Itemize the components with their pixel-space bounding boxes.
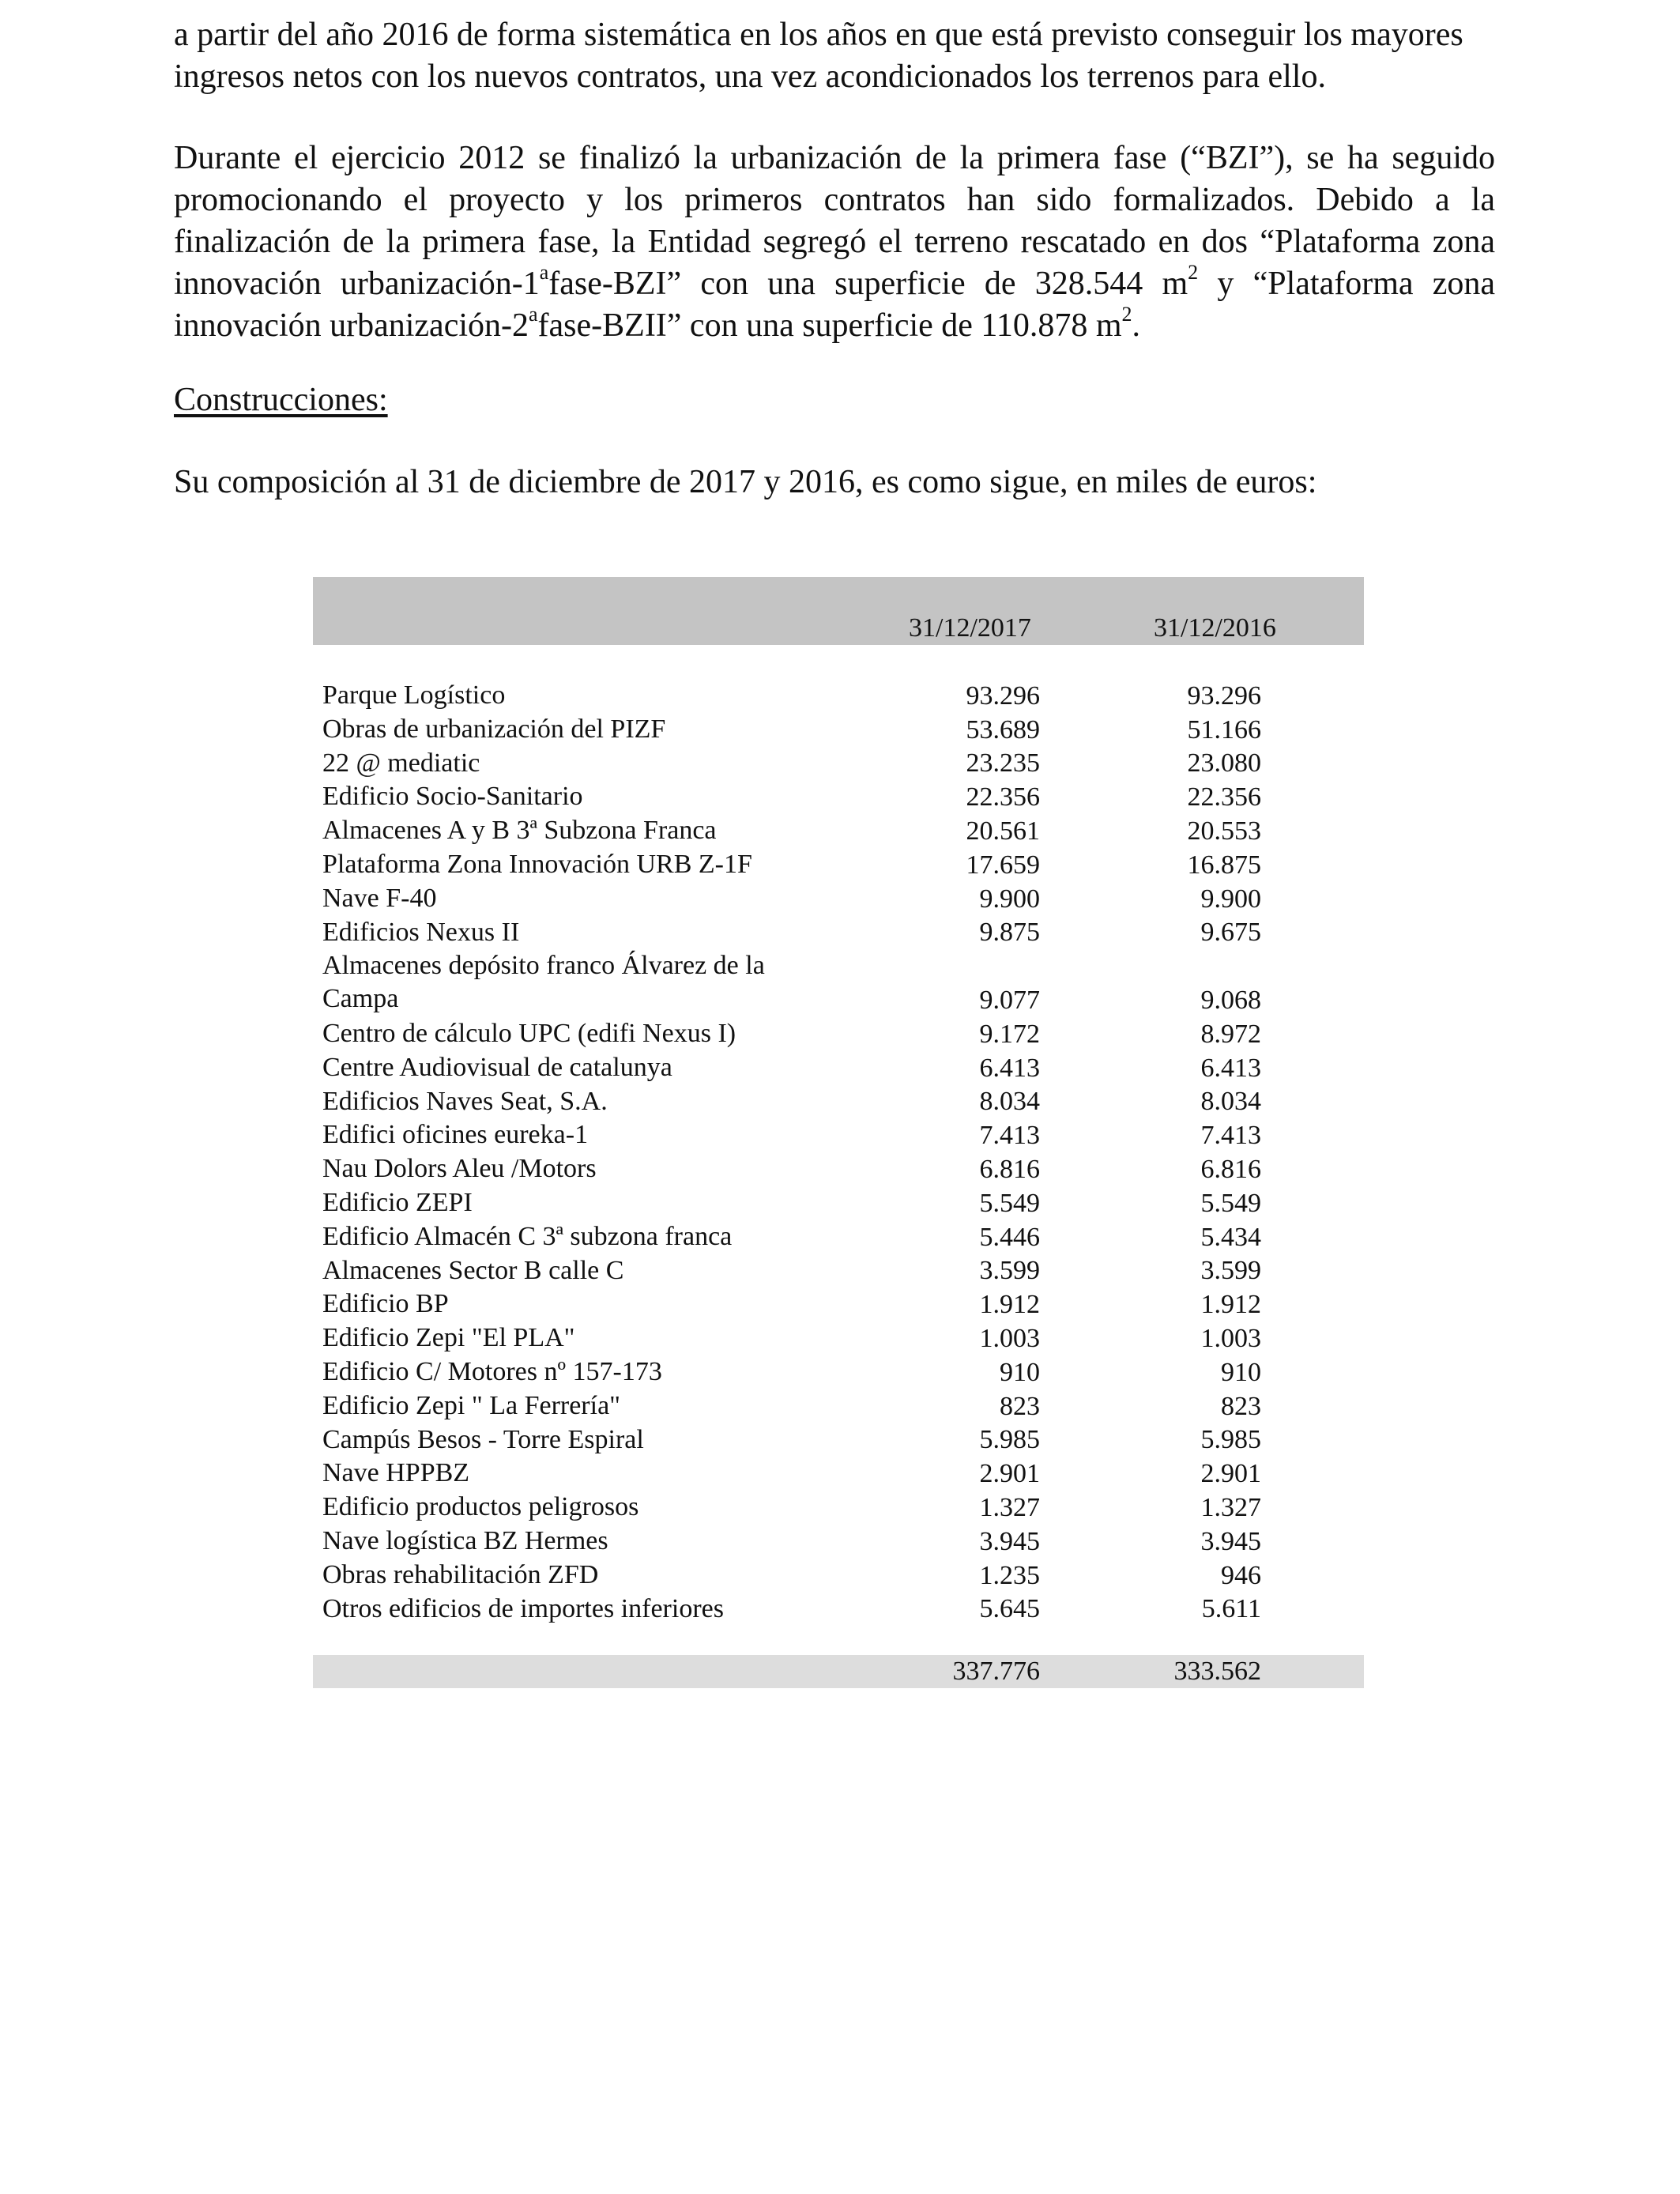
row-label: Edificio Almacén C 3ª subzona franca: [322, 1221, 733, 1251]
row-value-2016: 8.034: [1200, 1087, 1261, 1117]
table-row: [313, 1017, 1364, 1051]
paragraph-text: .: [1132, 307, 1141, 344]
table-row: [313, 1287, 1364, 1321]
row-label: Almacenes depósito franco Álvarez de la Campa: [322, 951, 765, 1014]
row-value-2017: 910: [1000, 1357, 1040, 1387]
row-value-2016: 5.611: [1201, 1594, 1261, 1624]
row-value-2017: 5.549: [979, 1188, 1040, 1218]
row-value-2017: 9.172: [979, 1019, 1040, 1049]
table-row: [313, 814, 1364, 848]
row-value-2017: 1.327: [979, 1492, 1040, 1522]
paragraph-text: fase-BZII” con una superficie de 110.878 m: [537, 307, 1122, 344]
row-value-2016: 6.816: [1200, 1154, 1261, 1184]
row-label: Almacenes Sector B calle C: [322, 1255, 624, 1285]
row-value-2016: 23.080: [1187, 748, 1261, 778]
row-label: Nave logística BZ Hermes: [322, 1525, 608, 1555]
row-value-2016: 7.413: [1200, 1121, 1261, 1151]
row-label: Obras de urbanización del PIZF: [322, 714, 666, 744]
table-row: [313, 949, 1364, 1017]
table-row: [313, 1559, 1364, 1593]
row-label: Centre Audiovisual de catalunya: [322, 1052, 672, 1082]
row-value-2017: 1.912: [979, 1290, 1040, 1320]
paragraph-text: y “Plataforma zona innovación urbanización-2: [174, 266, 1495, 344]
row-value-2016: 9.068: [1200, 985, 1261, 1015]
row-value-2016: 823: [1221, 1391, 1261, 1421]
row-value-2016: 946: [1221, 1560, 1261, 1590]
row-label: Edifici oficines eureka-1: [322, 1120, 589, 1150]
row-value-2017: 8.034: [979, 1087, 1040, 1117]
row-label: 22 @ mediatic: [322, 748, 480, 778]
table-row: [313, 1457, 1364, 1491]
table-row: [313, 1423, 1364, 1457]
row-label: Parque Logístico: [322, 680, 506, 710]
paragraph-bzi-urbanization: [174, 138, 1495, 347]
row-label: Otros edificios de importes inferiores: [322, 1593, 724, 1623]
row-value-2016: 3.599: [1200, 1256, 1261, 1286]
row-value-2017: 6.816: [979, 1154, 1040, 1184]
table-row: [313, 1186, 1364, 1220]
row-value-2017: 3.945: [979, 1526, 1040, 1556]
superscript: a: [539, 261, 549, 284]
row-value-2017: 53.689: [966, 714, 1040, 745]
row-value-2016: 5.985: [1200, 1425, 1261, 1455]
table-row: [313, 1593, 1364, 1627]
row-value-2017: 7.413: [979, 1121, 1040, 1151]
row-label: Almacenes A y B 3ª Subzona Franca: [322, 816, 717, 846]
total-2016: 333.562: [1173, 1657, 1261, 1686]
row-value-2017: 9.077: [979, 985, 1040, 1015]
row-value-2017: 5.985: [979, 1425, 1040, 1455]
row-label: Centro de cálculo UPC (edifi Nexus I): [322, 1018, 736, 1048]
table-row: [313, 848, 1364, 882]
row-value-2016: 9.675: [1200, 918, 1261, 948]
table-row: [313, 747, 1364, 781]
row-value-2016: 20.553: [1187, 816, 1261, 846]
row-value-2016: 3.945: [1200, 1526, 1261, 1556]
row-value-2017: 2.901: [979, 1459, 1040, 1489]
row-value-2016: 1.003: [1200, 1323, 1261, 1353]
paragraph-text: fase-BZI” con una superficie de 328.544 m: [548, 266, 1188, 302]
row-label: Edificio Zepi " La Ferrería": [322, 1390, 621, 1420]
row-value-2017: 823: [1000, 1391, 1040, 1421]
table-row: [313, 1254, 1364, 1288]
row-value-2016: 16.875: [1187, 850, 1261, 880]
table-row: [313, 1355, 1364, 1389]
table-row: [313, 1085, 1364, 1119]
row-label: Nau Dolors Aleu /Motors: [322, 1154, 597, 1184]
row-value-2017: 23.235: [966, 748, 1040, 778]
row-label: Plataforma Zona Innovación URB Z-1F: [322, 849, 752, 879]
row-value-2016: 910: [1221, 1357, 1261, 1387]
row-value-2017: 1.235: [979, 1560, 1040, 1590]
table-row: [313, 1491, 1364, 1525]
column-header-2016: 31/12/2016: [1154, 613, 1276, 643]
row-value-2016: 6.413: [1200, 1053, 1261, 1083]
superscript: 2: [1121, 303, 1132, 326]
row-value-2017: 5.446: [979, 1222, 1040, 1252]
row-value-2016: 93.296: [1187, 680, 1261, 711]
row-value-2016: 22.356: [1187, 782, 1261, 812]
row-value-2017: 17.659: [966, 850, 1040, 880]
row-label: Edificio C/ Motores nº 157-173: [322, 1356, 662, 1386]
table-row: [313, 1152, 1364, 1186]
table-header: [313, 577, 1364, 645]
column-header-2017: 31/12/2017: [909, 613, 1031, 643]
table-row: [313, 1321, 1364, 1355]
row-label: Nave HPPBZ: [322, 1458, 470, 1488]
superscript: a: [529, 303, 538, 326]
row-value-2016: 2.901: [1200, 1459, 1261, 1489]
table-row: [313, 780, 1364, 814]
row-value-2017: 93.296: [966, 680, 1040, 711]
superscript: 2: [1188, 261, 1199, 284]
row-value-2016: 5.434: [1200, 1222, 1261, 1252]
row-value-2017: 20.561: [966, 816, 1040, 846]
table-intro: Su composición al 31 de diciembre de 2017 y 2016, es como sigue, en miles de euros:: [174, 464, 1317, 500]
section-heading: Construcciones:: [174, 382, 388, 418]
row-label: Edificio Socio-Sanitario: [322, 782, 583, 812]
row-value-2016: 1.327: [1200, 1492, 1261, 1522]
paragraph-intro-continuation: a partir del año 2016 de forma sistemática en los años en que está previsto conseguir los mayores ingresos netos con los nuevos contratos, una vez acondicionados los terrenos para ello.: [174, 17, 1463, 95]
row-value-2017: 5.645: [979, 1594, 1040, 1624]
row-label: Edificios Naves Seat, S.A.: [322, 1086, 608, 1116]
table-row: [313, 1118, 1364, 1152]
row-value-2016: 1.912: [1200, 1290, 1261, 1320]
row-label: Edificio BP: [322, 1289, 449, 1319]
table-row: [313, 1389, 1364, 1423]
row-label: Nave F-40: [322, 883, 437, 913]
table-body: [313, 679, 1364, 1626]
constructions-table: [313, 577, 1364, 1686]
row-value-2016: 9.900: [1200, 884, 1261, 914]
table-row: [313, 1220, 1364, 1254]
row-label: Edificio productos peligrosos: [322, 1492, 639, 1522]
row-label: Edificios Nexus II: [322, 917, 520, 947]
row-value-2017: 6.413: [979, 1053, 1040, 1083]
table-row: [313, 1051, 1364, 1085]
total-2017: 337.776: [952, 1657, 1040, 1686]
row-value-2017: 22.356: [966, 782, 1040, 812]
row-value-2016: 8.972: [1200, 1019, 1261, 1049]
row-value-2017: 9.900: [979, 884, 1040, 914]
table-row: [313, 882, 1364, 916]
row-label: Edificio ZEPI: [322, 1187, 473, 1217]
row-value-2016: 5.549: [1200, 1188, 1261, 1218]
row-label: Edificio Zepi "El PLA": [322, 1323, 575, 1353]
table-row: [313, 679, 1364, 713]
table-row: [313, 713, 1364, 747]
row-value-2017: 9.875: [979, 918, 1040, 948]
table-row: [313, 916, 1364, 950]
paragraph-text: Durante el ejercicio 2012 se finalizó la urbanización de la primera fase (“BZI”), se ha seguido promocionando el proyecto y los primeros contratos han sido formalizados. Debido a la finalización de la primera fase, la Entidad segregó el terreno rescatado en dos “Plataforma zona innovación urbanización-1: [174, 140, 1495, 302]
row-label: Obras rehabilitación ZFD: [322, 1559, 599, 1589]
table-total-row: [313, 1655, 1364, 1688]
row-value-2017: 3.599: [979, 1256, 1040, 1286]
row-value-2017: 1.003: [979, 1323, 1040, 1353]
table-row: [313, 1525, 1364, 1559]
row-value-2016: 51.166: [1187, 714, 1261, 745]
row-label: Campús Besos - Torre Espiral: [322, 1424, 644, 1454]
